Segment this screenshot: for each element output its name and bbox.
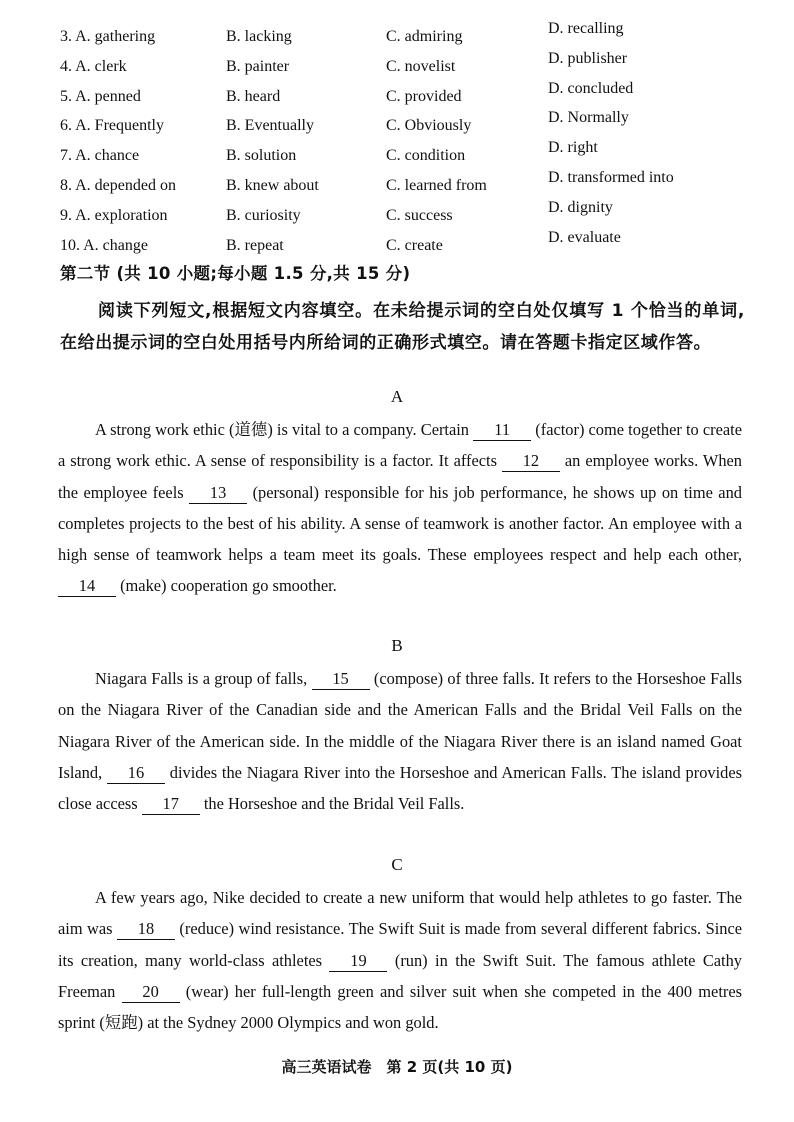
option-d: D. Normally	[548, 109, 629, 127]
passage-b-label: B	[391, 636, 403, 655]
option-d: D. dignity	[548, 198, 613, 216]
option-b: B. Eventually	[226, 117, 314, 135]
passage-c: A few years ago, Nike decided to create a new uniform that would help athletes to go faster. The aim was 18 (reduce) wind resistance. The Swift Suit is made from several different fabrics. Since its creation, many world-class athletes 19 (run) in the Swift Suit. The famous athlete Cathy Freeman 20 (wear) her full-length green and silver suit when she competed in the 400 metres sprint (短跑) at the Sydney 2000 Olympics and won gold.	[58, 888, 742, 1033]
option-c: C. condition	[386, 147, 466, 165]
blank-20[interactable]: 20	[122, 982, 180, 1003]
option-c: C. learned from	[386, 176, 487, 194]
option-a: 6. A. Frequently	[60, 117, 164, 135]
option-d: D. right	[548, 139, 598, 157]
option-b: B. repeat	[226, 236, 284, 254]
option-b: B. curiosity	[226, 206, 301, 224]
passage-a: A strong work ethic (道德) is vital to a company. Certain 11 (factor) come together to create a strong work ethic. A sense of responsibility is a factor. It affects 12 an employee works. When the employee feels 13 (personal) responsible for his job performance, he shows up on time and completes projects to the best of his ability. A sense of teamwork is another factor. An employee with a high sense of teamwork helps a team meet its goals. These employees respect and help each other, 14 (make) cooperation go smoother.	[58, 420, 742, 596]
option-row	[60, 48, 760, 78]
blank-11[interactable]: 11	[473, 420, 531, 441]
option-a: 8. A. depended on	[60, 176, 176, 194]
option-row	[60, 227, 760, 257]
option-a: 3. A. gathering	[60, 28, 156, 45]
option-a: 4. A. clerk	[60, 57, 127, 75]
passage-c-label: C	[391, 855, 403, 874]
option-c: C. Obviously	[386, 117, 472, 135]
option-b: B. knew about	[226, 176, 319, 194]
instructions: 阅读下列短文,根据短文内容填空。在未给提示词的空白处仅填写 1 个恰当的单词,在给出提示词的空白处用括号内所给词的正确形式填空。请在答题卡指定区域作答。	[60, 301, 745, 353]
blank-17[interactable]: 17	[142, 794, 200, 815]
blank-15[interactable]: 15	[312, 669, 370, 690]
option-row	[60, 78, 760, 108]
passage-a-label: A	[390, 387, 404, 406]
option-a: 5. A. penned	[60, 87, 141, 105]
blank-14[interactable]: 14	[58, 576, 116, 597]
option-row	[60, 107, 760, 137]
option-row	[60, 197, 760, 227]
blank-16[interactable]: 16	[107, 763, 165, 784]
option-d: D. transformed into	[548, 168, 674, 186]
option-row	[60, 167, 760, 197]
blank-19[interactable]: 19	[329, 951, 387, 972]
blank-18[interactable]: 18	[117, 919, 175, 940]
option-d: D. concluded	[548, 79, 634, 97]
option-b: B. lacking	[226, 28, 292, 45]
option-d: D. publisher	[548, 49, 628, 67]
option-b: B. heard	[226, 87, 281, 105]
blank-13[interactable]: 13	[189, 483, 247, 504]
passage-b: Niagara Falls is a group of falls, 15 (compose) of three falls. It refers to the Horseshoe Falls on the Niagara River of the Canadian side and the American Falls and the Bridal Veil Falls on the Niagara River of the American side. In the middle of the Niagara River there is an island named Goat Island, 16 divides the Niagara River into the Horseshoe and American Falls. The island provides close access 17 the Horseshoe and the Bridal Veil Falls.	[58, 669, 742, 814]
option-d: D. evaluate	[548, 228, 621, 246]
options-table	[60, 18, 760, 256]
option-c: C. provided	[386, 87, 462, 105]
option-c: C. create	[386, 236, 443, 254]
option-b: B. solution	[226, 147, 297, 165]
option-c: C. novelist	[386, 57, 456, 75]
option-a: 9. A. exploration	[60, 206, 168, 224]
section-title: 第二节 (共 10 小题;每小题 1.5 分,共 15 分)	[60, 264, 411, 283]
option-a: 10. A. change	[60, 236, 148, 254]
option-d: D. recalling	[548, 20, 624, 37]
page-footer: 高三英语试卷 第 2 页(共 10 页)	[281, 1058, 513, 1076]
blank-12[interactable]: 12	[502, 451, 560, 472]
option-row	[60, 18, 760, 48]
option-row	[60, 137, 760, 167]
option-b: B. painter	[226, 57, 290, 75]
option-c: C. success	[386, 206, 453, 224]
option-a: 7. A. chance	[60, 147, 140, 165]
option-c: C. admiring	[386, 28, 463, 45]
